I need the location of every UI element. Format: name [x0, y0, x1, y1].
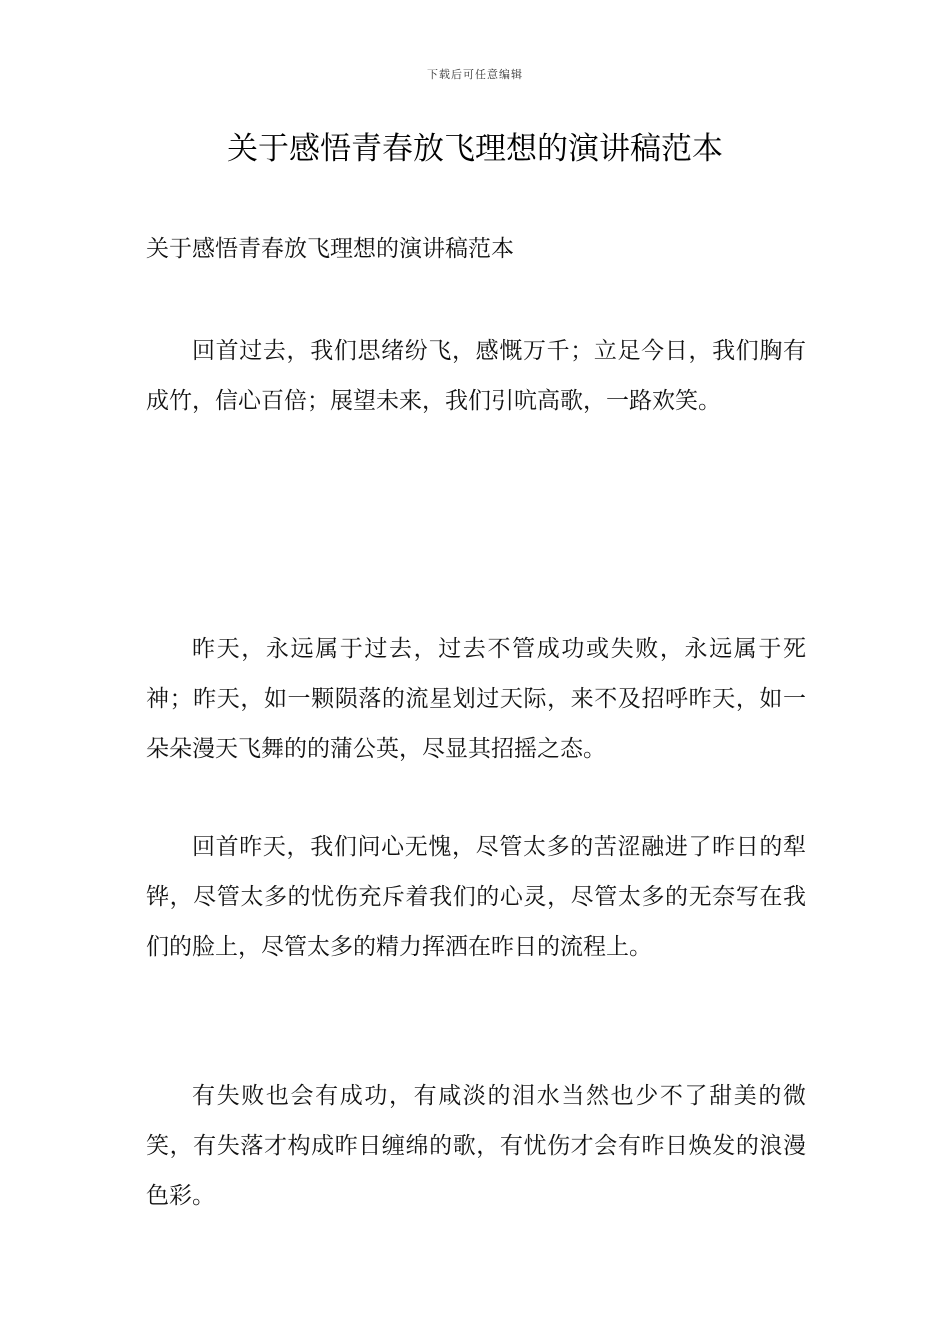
- header-note: 下载后可任意编辑: [427, 68, 523, 81]
- paragraph-3: 回首昨天，我们问心无愧，尽管太多的苦涩融进了昨日的犁铧，尽管太多的忧伤充斥着我们的心灵，尽管太多的无奈写在我们的脸上，尽管太多的精力挥洒在昨日的流程上。: [146, 834, 806, 960]
- paragraph-1: 回首过去，我们思绪纷飞，感慨万千；立足今日，我们胸有成竹，信心百倍；展望未来，我们引吭高歌，一路欢笑。: [146, 338, 806, 414]
- document-subtitle: 关于感悟青春放飞理想的演讲稿范本: [146, 236, 514, 262]
- paragraph-2: 昨天，永远属于过去，过去不管成功或失败，永远属于死神；昨天，如一颗陨落的流星划过天际，来不及招呼昨天，如一朵朵漫天飞舞的的蒲公英，尽显其招摇之态。: [146, 636, 806, 762]
- paragraph-4: 有失败也会有成功，有咸淡的泪水当然也少不了甜美的微笑，有失落才构成昨日缠绵的歌，有忧伤才会有昨日焕发的浪漫色彩。: [146, 1083, 806, 1209]
- document-title: 关于感悟青春放飞理想的演讲稿范本: [227, 131, 723, 167]
